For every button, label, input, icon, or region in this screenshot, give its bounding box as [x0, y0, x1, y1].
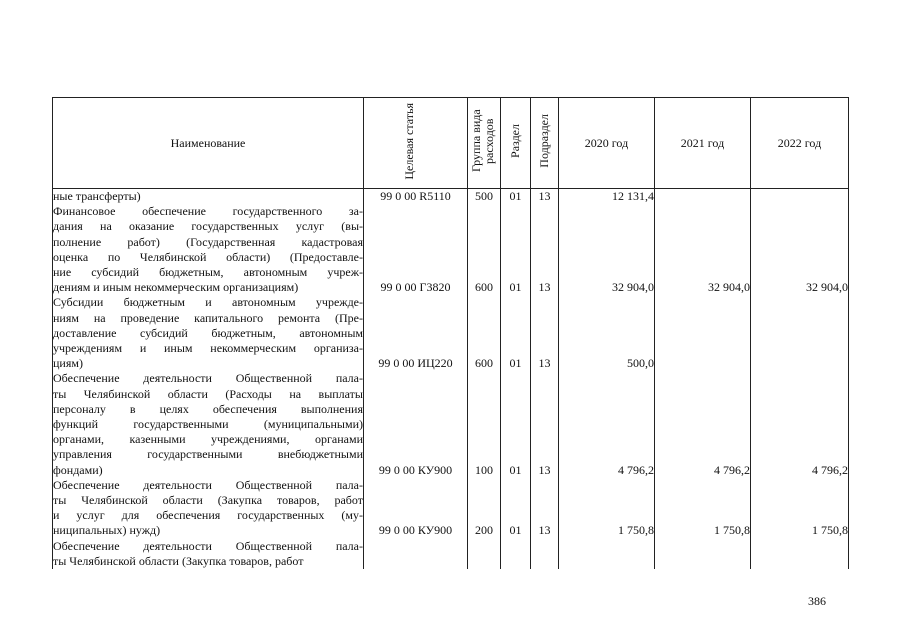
- name-line: ные трансферты): [53, 189, 141, 203]
- table-row: [53, 204, 849, 295]
- name-line: фондами): [53, 462, 103, 477]
- cell-2020: 1 750,8: [559, 478, 655, 539]
- cell-2020: 4 796,2: [559, 371, 655, 477]
- name-line: Обеспечение деятельности Общественной пала-: [53, 538, 363, 553]
- cell-article: 99 0 00 R5110: [364, 189, 468, 205]
- name-line: управления государственными внебюджетными: [53, 447, 363, 462]
- cell-name: [53, 189, 364, 205]
- cell-group: 500: [468, 189, 501, 205]
- header-2021: 2021 год: [655, 98, 751, 189]
- cell-article: [364, 539, 468, 569]
- cell-subsection: 13: [531, 371, 559, 477]
- cell-group: 200: [468, 478, 501, 539]
- cell-article: 99 0 00 КУ900: [364, 478, 468, 539]
- table-row: [53, 189, 849, 205]
- cell-group: 600: [468, 295, 501, 371]
- cell-subsection: 13: [531, 189, 559, 205]
- cell-article: 99 0 00 КУ900: [364, 371, 468, 477]
- name-line: оценка по Челябинской области) (Предоставле-: [53, 249, 363, 264]
- header-section: [501, 98, 531, 189]
- cell-name: [53, 295, 364, 371]
- name-line: ниципальных) нужд): [53, 523, 161, 538]
- cell-2021: 32 904,0: [655, 204, 751, 295]
- name-line: Обеспечение деятельности Общественной пала-: [53, 371, 363, 386]
- header-group-text: Группа вида расходов: [469, 109, 496, 173]
- cell-2021: [655, 295, 751, 371]
- name-line: учреждениям и иным некоммерческим организа-: [53, 341, 363, 356]
- table-row: [53, 539, 849, 569]
- header-subsection-text: Подраздел: [537, 114, 551, 168]
- name-line: Финансовое обеспечение государственного за-: [53, 204, 363, 219]
- cell-subsection: [531, 539, 559, 569]
- header-group: [468, 98, 501, 189]
- cell-section: 01: [501, 478, 531, 539]
- cell-2020: [559, 539, 655, 569]
- cell-subsection: 13: [531, 478, 559, 539]
- cell-name: [53, 539, 364, 569]
- table-row: [53, 478, 849, 539]
- cell-section: [501, 539, 531, 569]
- cell-2021: [655, 539, 751, 569]
- cell-name: [53, 478, 364, 539]
- cell-2022: 1 750,8: [751, 478, 849, 539]
- cell-group: [468, 539, 501, 569]
- cell-section: 01: [501, 371, 531, 477]
- name-line: ние субсидий бюджетным, автономным учреж-: [53, 265, 363, 280]
- cell-2020: 500,0: [559, 295, 655, 371]
- budget-table: [52, 97, 849, 569]
- name-line: органами, казенными учреждениями, органами: [53, 432, 363, 447]
- name-line: ниям на проведение капитального ремонта (Пре-: [53, 310, 363, 325]
- name-line: Обеспечение деятельности Общественной пала-: [53, 477, 363, 492]
- header-2022: 2022 год: [751, 98, 849, 189]
- page-number: 386: [808, 594, 826, 608]
- cell-2022: [751, 539, 849, 569]
- cell-subsection: 13: [531, 204, 559, 295]
- name-line: доставление субсидий бюджетным, автономным: [53, 325, 363, 340]
- name-line: ты Челябинской области (Закупка товаров, работ: [53, 493, 363, 508]
- header-2020: 2020 год: [559, 98, 655, 189]
- cell-section: 01: [501, 204, 531, 295]
- table-row: [53, 295, 849, 371]
- cell-2022: [751, 295, 849, 371]
- name-line: дания на оказание государственных услуг (вы-: [53, 219, 363, 234]
- header-article-text: Целевая статья: [401, 102, 416, 180]
- name-line: полнение работ) (Государственная кадастровая: [53, 234, 363, 249]
- cell-article: 99 0 00 Г3820: [364, 204, 468, 295]
- cell-2021: 4 796,2: [655, 371, 751, 477]
- table-row: [53, 371, 849, 477]
- cell-name: [53, 204, 364, 295]
- cell-section: 01: [501, 295, 531, 371]
- name-line: циям): [53, 356, 83, 371]
- header-article: [364, 98, 468, 189]
- name-line: и услуг для обеспечения государственных (му-: [53, 508, 363, 523]
- cell-2020: 32 904,0: [559, 204, 655, 295]
- cell-section: 01: [501, 189, 531, 205]
- name-line: функций государственными (муниципальными): [53, 417, 363, 432]
- header-row: [53, 98, 849, 189]
- cell-2022: [751, 189, 849, 205]
- name-line: персоналу в целях обеспечения выполнения: [53, 401, 363, 416]
- header-section-text: Раздел: [508, 124, 522, 158]
- cell-2020: 12 131,4: [559, 189, 655, 205]
- name-line: Субсидии бюджетным и автономным учрежде-: [53, 295, 363, 310]
- header-name: Наименование: [53, 98, 364, 189]
- cell-2021: [655, 189, 751, 205]
- cell-group: 600: [468, 204, 501, 295]
- cell-subsection: 13: [531, 295, 559, 371]
- name-line: ты Челябинской области (Закупка товаров, работ: [53, 553, 304, 568]
- name-line: дениям и иным некоммерческим организациям): [53, 280, 299, 295]
- cell-2022: 32 904,0: [751, 204, 849, 295]
- cell-2022: 4 796,2: [751, 371, 849, 477]
- cell-2021: 1 750,8: [655, 478, 751, 539]
- header-subsection: [531, 98, 559, 189]
- cell-group: 100: [468, 371, 501, 477]
- cell-name: [53, 371, 364, 477]
- table-body: [53, 189, 849, 570]
- name-line: ты Челябинской области (Расходы на выплаты: [53, 386, 363, 401]
- cell-article: 99 0 00 ИЦ220: [364, 295, 468, 371]
